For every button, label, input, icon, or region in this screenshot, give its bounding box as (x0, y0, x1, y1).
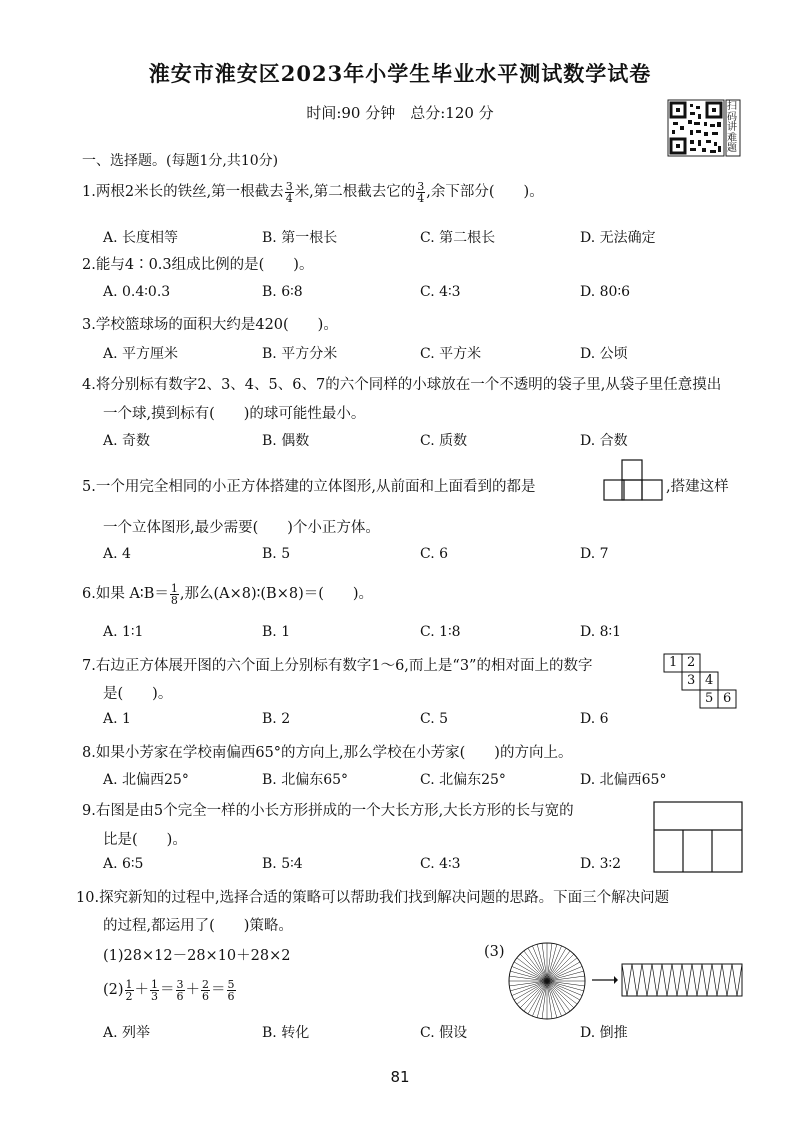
circle-sectors-figure (506, 940, 588, 1022)
question-text: ,那么(A×8)∶(B×8)＝( )。 (179, 586, 374, 602)
net-face-6: 6 (723, 691, 732, 706)
question-text: 两根2米长的铁丝,第一根截去 (95, 184, 284, 200)
view-figure (602, 458, 664, 506)
option-b[interactable]: B. 1 (262, 624, 291, 640)
question-text: 将分别标有数字2、3、4、5、6、7的六个同样的小球放在一个不透明的袋子里,从袋子里任意摸出 (95, 377, 722, 393)
fraction: $\frac{3}{6}$ (176, 977, 184, 1003)
question-text: 如果小芳家在学校南偏西65°的方向上,那么学校在小芳家( )的方向上。 (95, 745, 573, 761)
question-number: 6. (82, 586, 96, 602)
option-a[interactable]: A. 长度相等 (103, 230, 179, 246)
question-5-line-2: 一个立体图形,最少需要( )个小正方体。 (103, 520, 380, 536)
question-number: 1. (82, 184, 96, 200)
zigzag-sectors (622, 964, 742, 996)
sector-line (510, 981, 547, 991)
question-1 (82, 180, 544, 204)
fraction: $\frac{2}{6}$ (202, 977, 210, 1003)
question-text: 米,第二根截去它的 (294, 184, 416, 200)
sub-process-2: (2) $\frac{1}{2}$ ＋ $\frac{1}{3}$ ＝ $\frac{3}{6}$ ＋ $\frac{2}{6}$ ＝ $\frac{5}{6}$ (103, 977, 235, 1003)
question-number: 8. (82, 745, 96, 761)
option-c[interactable]: C. 质数 (420, 433, 468, 449)
option-d[interactable]: D. 8∶1 (580, 624, 622, 640)
sector-line (547, 981, 584, 991)
sector-line (547, 944, 557, 981)
question-text: 一个用完全相同的小正方体搭建的立体图形,从前面和上面看到的都是 (95, 479, 536, 495)
qr-code[interactable] (668, 100, 740, 162)
page-title: 淮安市淮安区2023年小学生毕业水平测试数学试卷 (148, 61, 652, 86)
option-a[interactable]: A. 1∶1 (103, 624, 144, 640)
option-a[interactable]: A. 0.4∶0.3 (103, 284, 171, 300)
net-face-2: 2 (687, 655, 696, 670)
net-face-1: 1 (669, 655, 678, 670)
option-b[interactable]: B. 第一根长 (262, 230, 338, 246)
option-b[interactable]: B. 6∶8 (262, 284, 303, 300)
sub-process-1: (1)28×12－28×10＋28×2 (103, 948, 291, 964)
net-face-5: 5 (705, 691, 714, 706)
option-a[interactable]: A. 列举 (103, 1025, 151, 1041)
net-face-4: 4 (705, 673, 714, 688)
option-a[interactable]: A. 1 (103, 711, 131, 727)
option-d[interactable]: D. 7 (580, 546, 609, 562)
option-b[interactable]: B. 偶数 (262, 433, 310, 449)
question-number: 9. (82, 803, 96, 819)
question-text: ,余下部分( )。 (426, 184, 544, 200)
question-9 (82, 799, 574, 820)
option-b[interactable]: B. 平方分米 (262, 346, 338, 362)
cube-net (662, 652, 744, 714)
fraction: $\frac{3}{4}$ (417, 179, 425, 205)
option-a[interactable]: A. 6∶5 (103, 856, 144, 872)
fraction: $\frac{1}{2}$ (125, 977, 133, 1003)
option-d[interactable]: D. 6 (580, 711, 609, 727)
option-c[interactable]: C. 平方米 (420, 346, 482, 362)
sector-line (510, 971, 547, 981)
option-c[interactable]: C. 4∶3 (420, 284, 461, 300)
option-b[interactable]: B. 5 (262, 546, 291, 562)
question-7-line-2: 是( )。 (103, 686, 173, 702)
question-7 (82, 654, 592, 675)
question-number: 2. (82, 257, 96, 273)
option-c[interactable]: C. 1∶8 (420, 624, 461, 640)
question-5 (82, 475, 535, 496)
question-number: 3. (82, 317, 96, 333)
question-number: 5. (82, 479, 96, 495)
question-text: 能与4∶0.3组成比例的是( )。 (95, 257, 314, 273)
sector-line (547, 981, 557, 1018)
fraction: $\frac{1}{8}$ (170, 581, 178, 607)
option-d[interactable]: D. 公顷 (580, 346, 628, 362)
question-text: 探究新知的过程中,选择合适的策略可以帮助我们找到解决问题的思路。下面三个解决问题 (99, 890, 670, 906)
question-2 (82, 253, 313, 274)
option-d[interactable]: D. 3∶2 (580, 856, 622, 872)
sector-line (537, 944, 547, 981)
option-c[interactable]: C. 4∶3 (420, 856, 461, 872)
question-number: 4. (82, 377, 96, 393)
option-d[interactable]: D. 北偏西65° (580, 772, 667, 788)
option-b[interactable]: B. 5∶4 (262, 856, 303, 872)
option-c[interactable]: C. 5 (420, 711, 449, 727)
sub-process-3-label: (3) (484, 944, 505, 960)
rectangle-figure (652, 800, 746, 874)
option-d[interactable]: D. 80∶6 (580, 284, 630, 300)
arrow-icon (592, 974, 618, 986)
question-3 (82, 313, 338, 334)
option-d[interactable]: D. 倒推 (580, 1025, 628, 1041)
question-4-line-2: 一个球,摸到标有( )的球可能性最小。 (103, 406, 366, 422)
sector-line (537, 981, 547, 1018)
question-text: 学校篮球场的面积大约是420( )。 (95, 317, 338, 333)
fraction: $\frac{1}{3}$ (151, 977, 159, 1003)
sub-label: (2) (103, 982, 124, 998)
option-c[interactable]: C. 假设 (420, 1025, 468, 1041)
question-number: 7. (82, 658, 96, 674)
question-10 (76, 886, 669, 907)
question-number: 10. (76, 890, 100, 906)
parallelogram-rearranged-figure (620, 960, 744, 1000)
question-text: 右图是由5个完全一样的小长方形拼成的一个大长方形,大长方形的长与宽的 (95, 803, 574, 819)
option-a[interactable]: A. 奇数 (103, 433, 151, 449)
option-c[interactable]: C. 北偏东25° (420, 772, 506, 788)
question-10-line-2: 的过程,都运用了( )策略。 (103, 918, 293, 934)
option-c[interactable]: C. 第二根长 (420, 230, 496, 246)
section-heading: 一、选择题。(每题1分,共10分) (82, 153, 279, 169)
option-a[interactable]: A. 4 (103, 546, 131, 562)
option-a[interactable]: A. 北偏西25° (103, 772, 189, 788)
option-c[interactable]: C. 6 (420, 546, 449, 562)
option-d[interactable]: D. 合数 (580, 433, 628, 449)
net-face-3: 3 (687, 673, 696, 688)
qr-label: 扫码讲难题 (727, 101, 737, 154)
page-number: 81 (390, 1068, 410, 1086)
time-score-line: 时间:90 分钟 总分:120 分 (306, 104, 494, 122)
question-9-line-2: 比是( )。 (103, 832, 187, 848)
option-a[interactable]: A. 平方厘米 (103, 346, 179, 362)
question-5-tail: ,搭建这样 (666, 479, 729, 495)
question-text: 如果 A∶B＝ (95, 586, 169, 602)
fraction: $\frac{5}{6}$ (227, 977, 235, 1003)
question-6 (82, 582, 373, 606)
option-b[interactable]: B. 北偏东65° (262, 772, 349, 788)
question-8 (82, 741, 572, 762)
option-b[interactable]: B. 转化 (262, 1025, 310, 1041)
question-text: 右边正方体展开图的六个面上分别标有数字1～6,而上是“3”的相对面上的数字 (95, 658, 593, 674)
fraction: $\frac{3}{4}$ (285, 179, 293, 205)
option-b[interactable]: B. 2 (262, 711, 291, 727)
sector-line (547, 971, 584, 981)
option-d[interactable]: D. 无法确定 (580, 230, 656, 246)
question-4 (82, 373, 721, 394)
